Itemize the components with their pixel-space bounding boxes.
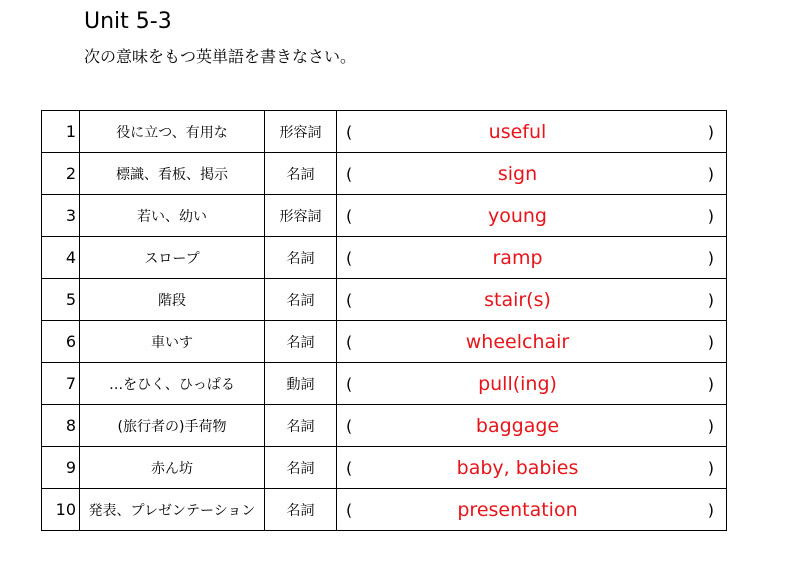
close-parenthesis: ): [707, 164, 714, 183]
close-parenthesis: ): [707, 500, 714, 519]
open-parenthesis: (: [346, 206, 353, 225]
answer-cell: [337, 489, 727, 531]
close-parenthesis: ): [707, 416, 714, 435]
open-parenthesis: (: [346, 290, 353, 309]
table-row: [42, 489, 727, 531]
english-answer: useful: [488, 120, 547, 143]
open-parenthesis: (: [346, 122, 353, 141]
table-row: [42, 447, 727, 489]
japanese-meaning: 若い、幼い: [80, 195, 265, 237]
part-of-speech: 名詞: [265, 405, 337, 447]
japanese-meaning: 役に立つ、有用な: [80, 111, 265, 153]
open-parenthesis: (: [346, 500, 353, 519]
row-number: 8: [42, 405, 80, 447]
answer-cell: [337, 363, 727, 405]
table-row: [42, 237, 727, 279]
english-answer: baggage: [475, 414, 560, 437]
japanese-meaning: …をひく、ひっぱる: [80, 363, 265, 405]
english-answer: wheelchair: [465, 330, 570, 353]
vocabulary-table-body: [42, 111, 727, 531]
english-answer: pull(ing): [478, 372, 557, 395]
page-title: Unit 5-3: [84, 9, 172, 34]
english-answer: young: [487, 204, 547, 227]
row-number: 7: [42, 363, 80, 405]
open-parenthesis: (: [346, 332, 353, 351]
table-row: [42, 321, 727, 363]
open-parenthesis: (: [346, 374, 353, 393]
part-of-speech: 形容詞: [265, 111, 337, 153]
japanese-meaning: 標識、看板、掲示: [80, 153, 265, 195]
answer-cell: [337, 237, 727, 279]
part-of-speech: 形容詞: [265, 195, 337, 237]
part-of-speech: 名詞: [265, 489, 337, 531]
part-of-speech: 名詞: [265, 447, 337, 489]
row-number: 1: [42, 111, 80, 153]
part-of-speech: 名詞: [265, 279, 337, 321]
open-parenthesis: (: [346, 416, 353, 435]
answer-cell: [337, 405, 727, 447]
close-parenthesis: ): [707, 332, 714, 351]
english-answer: baby, babies: [456, 456, 579, 479]
japanese-meaning: スロープ: [80, 237, 265, 279]
close-parenthesis: ): [707, 248, 714, 267]
row-number: 6: [42, 321, 80, 363]
close-parenthesis: ): [707, 374, 714, 393]
table-row: [42, 195, 727, 237]
row-number: 9: [42, 447, 80, 489]
close-parenthesis: ): [707, 122, 714, 141]
vocabulary-table: [41, 110, 727, 531]
english-answer: ramp: [492, 246, 543, 269]
answer-cell: [337, 153, 727, 195]
answer-cell: [337, 279, 727, 321]
row-number: 5: [42, 279, 80, 321]
answer-cell: [337, 321, 727, 363]
answer-cell: [337, 195, 727, 237]
open-parenthesis: (: [346, 164, 353, 183]
table-row: [42, 405, 727, 447]
table-row: [42, 363, 727, 405]
japanese-meaning: 発表、プレゼンテーション: [80, 489, 265, 531]
close-parenthesis: ): [707, 290, 714, 309]
part-of-speech: 名詞: [265, 321, 337, 363]
instruction-text: 次の意味をもつ英単語を書きなさい。: [84, 47, 357, 66]
table-row: [42, 279, 727, 321]
table-row: [42, 111, 727, 153]
japanese-meaning: (旅行者の)手荷物: [80, 405, 265, 447]
answer-cell: [337, 111, 727, 153]
part-of-speech: 名詞: [265, 153, 337, 195]
close-parenthesis: ): [707, 458, 714, 477]
japanese-meaning: 階段: [80, 279, 265, 321]
open-parenthesis: (: [346, 248, 353, 267]
row-number: 3: [42, 195, 80, 237]
part-of-speech: 動詞: [265, 363, 337, 405]
japanese-meaning: 赤ん坊: [80, 447, 265, 489]
part-of-speech: 名詞: [265, 237, 337, 279]
table-row: [42, 153, 727, 195]
row-number: 2: [42, 153, 80, 195]
close-parenthesis: ): [707, 206, 714, 225]
english-answer: stair(s): [484, 288, 551, 311]
english-answer: sign: [497, 162, 538, 185]
answer-cell: [337, 447, 727, 489]
row-number: 10: [42, 489, 80, 531]
open-parenthesis: (: [346, 458, 353, 477]
japanese-meaning: 車いす: [80, 321, 265, 363]
english-answer: presentation: [457, 498, 578, 521]
row-number: 4: [42, 237, 80, 279]
